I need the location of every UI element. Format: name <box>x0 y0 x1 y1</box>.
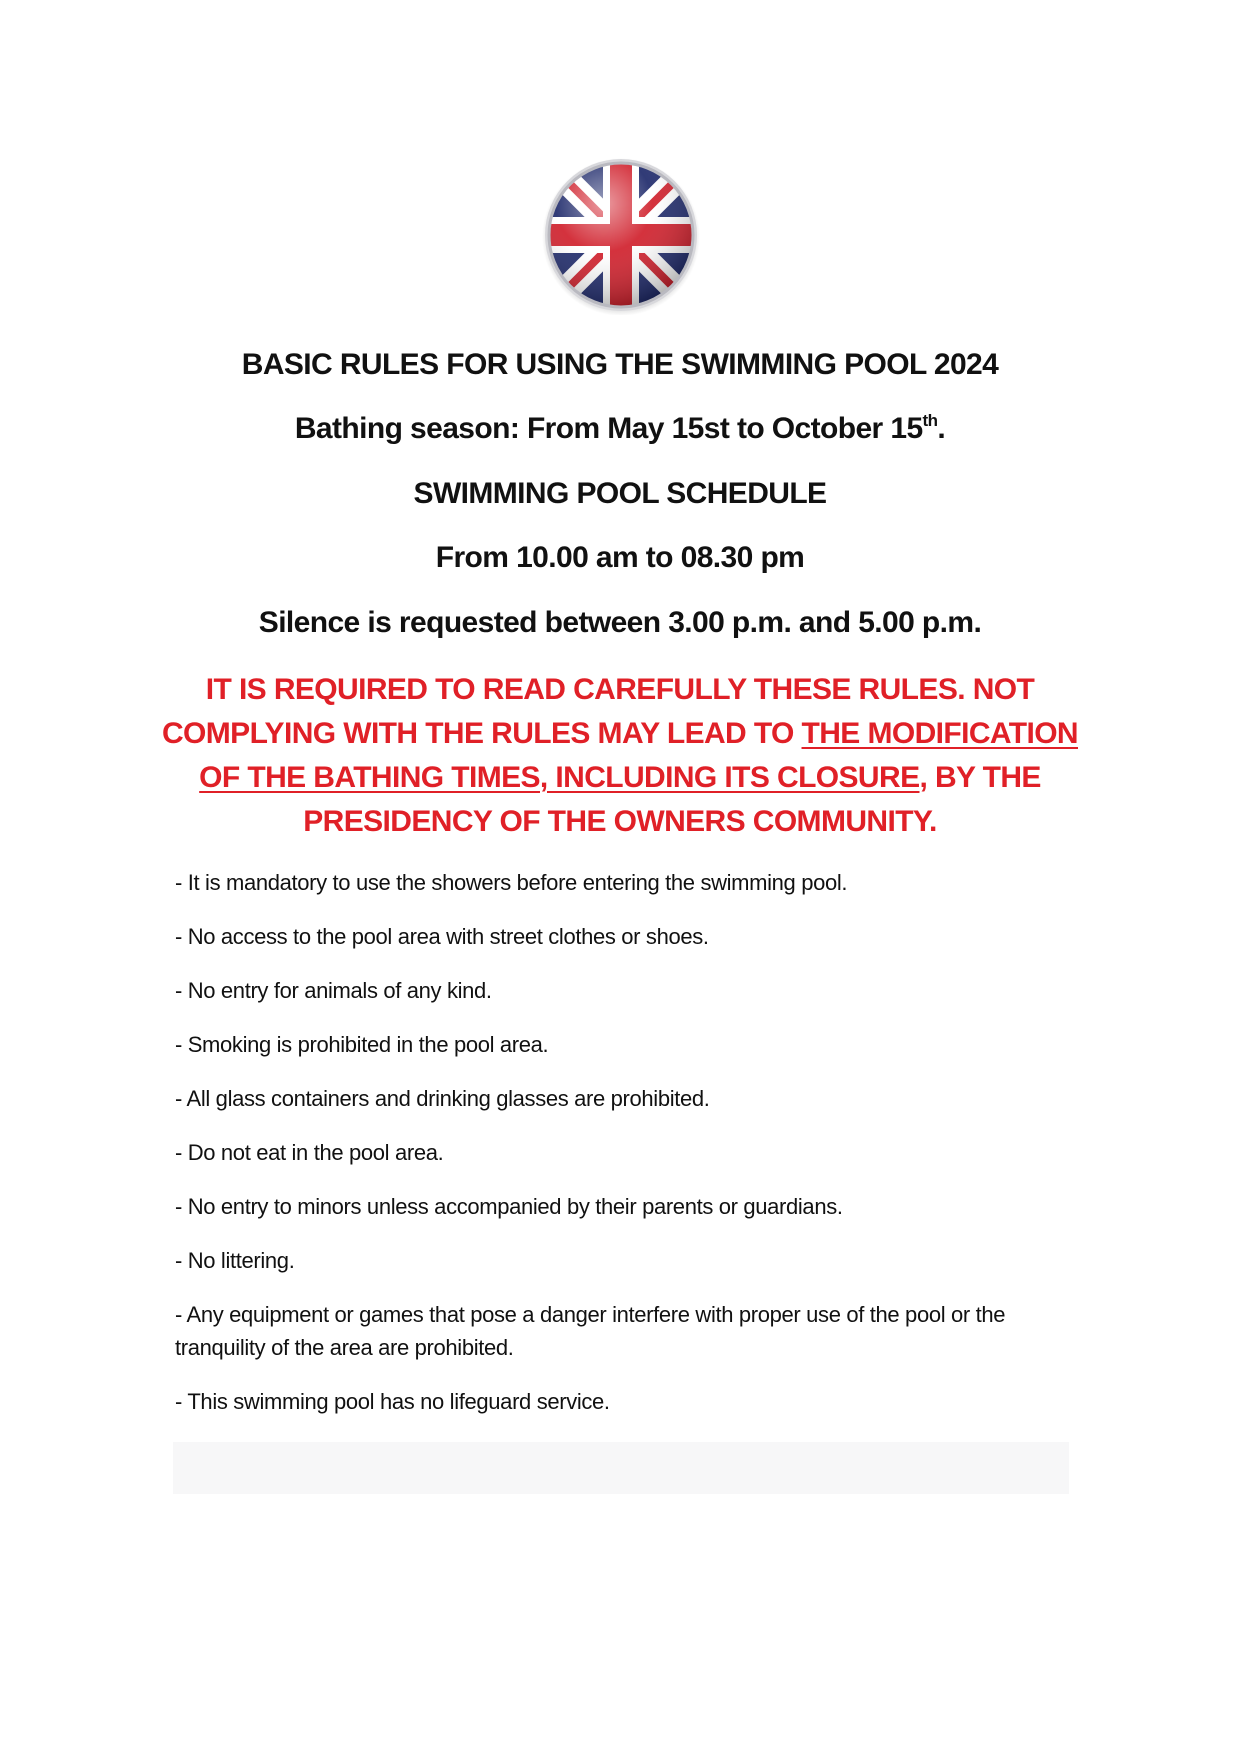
rule-item: - No access to the pool area with street clothes or shoes. <box>175 924 709 949</box>
rule-item: - This swimming pool has no lifeguard service. <box>175 1389 610 1414</box>
page-title: BASIC RULES FOR USING THE SWIMMING POOL 2024 <box>241 348 999 381</box>
bathing-season-text: Bathing season: From May 15st to October 15 <box>294 412 923 445</box>
bathing-season <box>0 412 1240 446</box>
rule-item: - No littering. <box>175 1248 295 1273</box>
bathing-season-suffix: th <box>922 411 938 430</box>
footer-blank-box <box>173 1442 1069 1494</box>
warning-text-part1: IT IS REQUIRED TO READ CAREFULLY THESE RULES. NOT COMPLYING WITH THE RULES MAY LEAD TO <box>161 673 1035 750</box>
schedule-heading: SWIMMING POOL SCHEDULE <box>413 477 827 510</box>
rule-item: - All glass containers and drinking glasses are prohibited. <box>175 1086 710 1111</box>
bathing-season-period: . <box>937 412 946 445</box>
union-jack-flag-icon <box>541 155 701 315</box>
warning-text-part2: , BY THE PRESIDENCY OF THE OWNERS COMMUNITY. <box>303 761 1041 838</box>
rule-item: - No entry for animals of any kind. <box>175 978 492 1003</box>
rules-list <box>175 866 1075 1439</box>
warning-notice <box>150 668 1090 844</box>
schedule-hours: From 10.00 am to 08.30 pm <box>435 541 805 574</box>
rule-item: - Smoking is prohibited in the pool area. <box>175 1032 549 1057</box>
silence-notice: Silence is requested between 3.00 p.m. and 5.00 p.m. <box>258 606 982 639</box>
rule-item: - It is mandatory to use the showers before entering the swimming pool. <box>175 870 848 895</box>
rule-item: - No entry to minors unless accompanied by their parents or guardians. <box>175 1194 843 1219</box>
rule-item: - Do not eat in the pool area. <box>175 1140 444 1165</box>
rule-item: - Any equipment or games that pose a danger interfere with proper use of the pool or the tranquility of the area are prohibited. <box>175 1302 1006 1360</box>
warning-text-underlined: THE MODIFICATION OF THE BATHING TIMES, INCLUDING ITS CLOSURE <box>199 717 1078 794</box>
